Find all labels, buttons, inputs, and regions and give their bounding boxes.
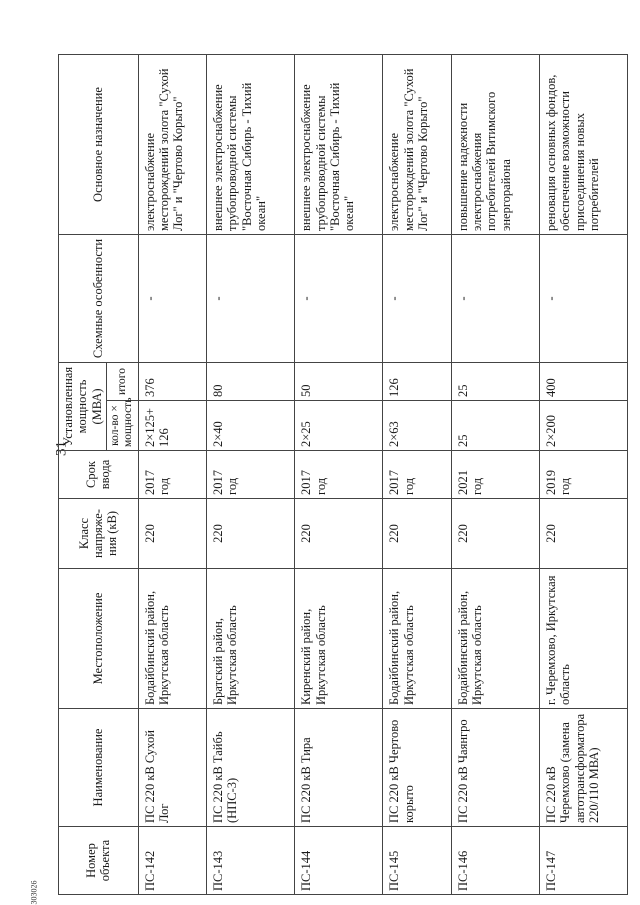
cell-qty: 2×25 (295, 401, 383, 451)
table-row (207, 55, 295, 895)
cell-num: ПС-142 (138, 827, 206, 895)
cell-name: ПС 220 кВ Черемхово (замена автотрансформатора 220/110 МВА) (539, 709, 627, 827)
cell-purpose: повышение надежности электроснабжения потребителей Витимского энергорайона (451, 55, 539, 235)
cell-total: 400 (539, 363, 627, 401)
cell-year: 2019 год (539, 451, 627, 499)
header-year: Срок ввода (59, 451, 139, 499)
cell-name: ПС 220 кВ Чаянгро (451, 709, 539, 827)
table-row (295, 55, 383, 895)
cell-year: 2017 год (383, 451, 451, 499)
cell-qty: 2×40 (207, 401, 295, 451)
rotated-table-container (58, 55, 628, 895)
header-purpose: Основное назначение (59, 55, 139, 235)
cell-voltage: 220 (207, 499, 295, 569)
cell-num: ПС-146 (451, 827, 539, 895)
cell-voltage: 220 (138, 499, 206, 569)
cell-schematic: - (383, 235, 451, 363)
cell-voltage: 220 (383, 499, 451, 569)
substations-table (58, 54, 628, 895)
table-row (383, 55, 451, 895)
cell-purpose: внешнее электроснабжение трубопроводной системы "Восточная Сибирь - Тихий океан" (295, 55, 383, 235)
cell-location: Бодайбинский район, Иркутская область (451, 569, 539, 709)
cell-year: 2017 год (295, 451, 383, 499)
cell-location: Братский район, Иркутская область (207, 569, 295, 709)
table-row (539, 55, 627, 895)
header-num: Номер объекта (59, 827, 139, 895)
cell-voltage: 220 (451, 499, 539, 569)
cell-year: 2017 год (138, 451, 206, 499)
cell-year: 2017 год (207, 451, 295, 499)
cell-purpose: реновация основных фондов, обеспечение возможности присоединения новых потребителей (539, 55, 627, 235)
cell-total: 126 (383, 363, 451, 401)
cell-location: Киренский район, Иркутская область (295, 569, 383, 709)
cell-location: Бодайбинский район, Иркутская область (138, 569, 206, 709)
cell-name: ПС 220 кВ Чертово корыто (383, 709, 451, 827)
cell-num: ПС-147 (539, 827, 627, 895)
header-power-qty: кол-во × мощность (107, 401, 138, 451)
cell-qty: 2×125+ 126 (138, 401, 206, 451)
page-number: 31 (53, 441, 70, 456)
table-row (138, 55, 206, 895)
cell-voltage: 220 (539, 499, 627, 569)
cell-voltage: 220 (295, 499, 383, 569)
cell-total: 376 (138, 363, 206, 401)
cell-name: ПС 220 кВ Сухой Лог (138, 709, 206, 827)
document-code: 303026 (29, 880, 39, 905)
cell-num: ПС-143 (207, 827, 295, 895)
header-location: Местоположение (59, 569, 139, 709)
cell-qty: 25 (451, 401, 539, 451)
header-schematic: Схемные особенности (59, 235, 139, 363)
cell-location: Бодайбинский район, Иркутская область (383, 569, 451, 709)
cell-schematic: - (451, 235, 539, 363)
cell-schematic: - (138, 235, 206, 363)
header-name: Наименование (59, 709, 139, 827)
cell-location: г. Черемхово, Иркутская область (539, 569, 627, 709)
header-power-total: итого (107, 363, 138, 401)
cell-name: ПС 220 кВ Тайбь (НПС-3) (207, 709, 295, 827)
cell-num: ПС-145 (383, 827, 451, 895)
cell-qty: 2×200 (539, 401, 627, 451)
table-row (451, 55, 539, 895)
cell-year: 2021 год (451, 451, 539, 499)
header-power-group: Установленная мощность (МВА) (59, 363, 107, 451)
cell-num: ПС-144 (295, 827, 383, 895)
cell-schematic: - (207, 235, 295, 363)
cell-schematic: - (295, 235, 383, 363)
cell-total: 25 (451, 363, 539, 401)
cell-purpose: электроснабжение месторождений золота "Сухой Лог" и "Чертово Корыто" (138, 55, 206, 235)
cell-purpose: внешнее электроснабжение трубопроводной системы "Восточная Сибирь - Тихий океан" (207, 55, 295, 235)
cell-total: 80 (207, 363, 295, 401)
cell-purpose: электроснабжение месторождений золота "Сухой Лог" и "Чертово Корыто" (383, 55, 451, 235)
cell-qty: 2×63 (383, 401, 451, 451)
header-voltage: Класс напряже-ния (кВ) (59, 499, 139, 569)
cell-total: 50 (295, 363, 383, 401)
cell-schematic: - (539, 235, 627, 363)
cell-name: ПС 220 кВ Тира (295, 709, 383, 827)
